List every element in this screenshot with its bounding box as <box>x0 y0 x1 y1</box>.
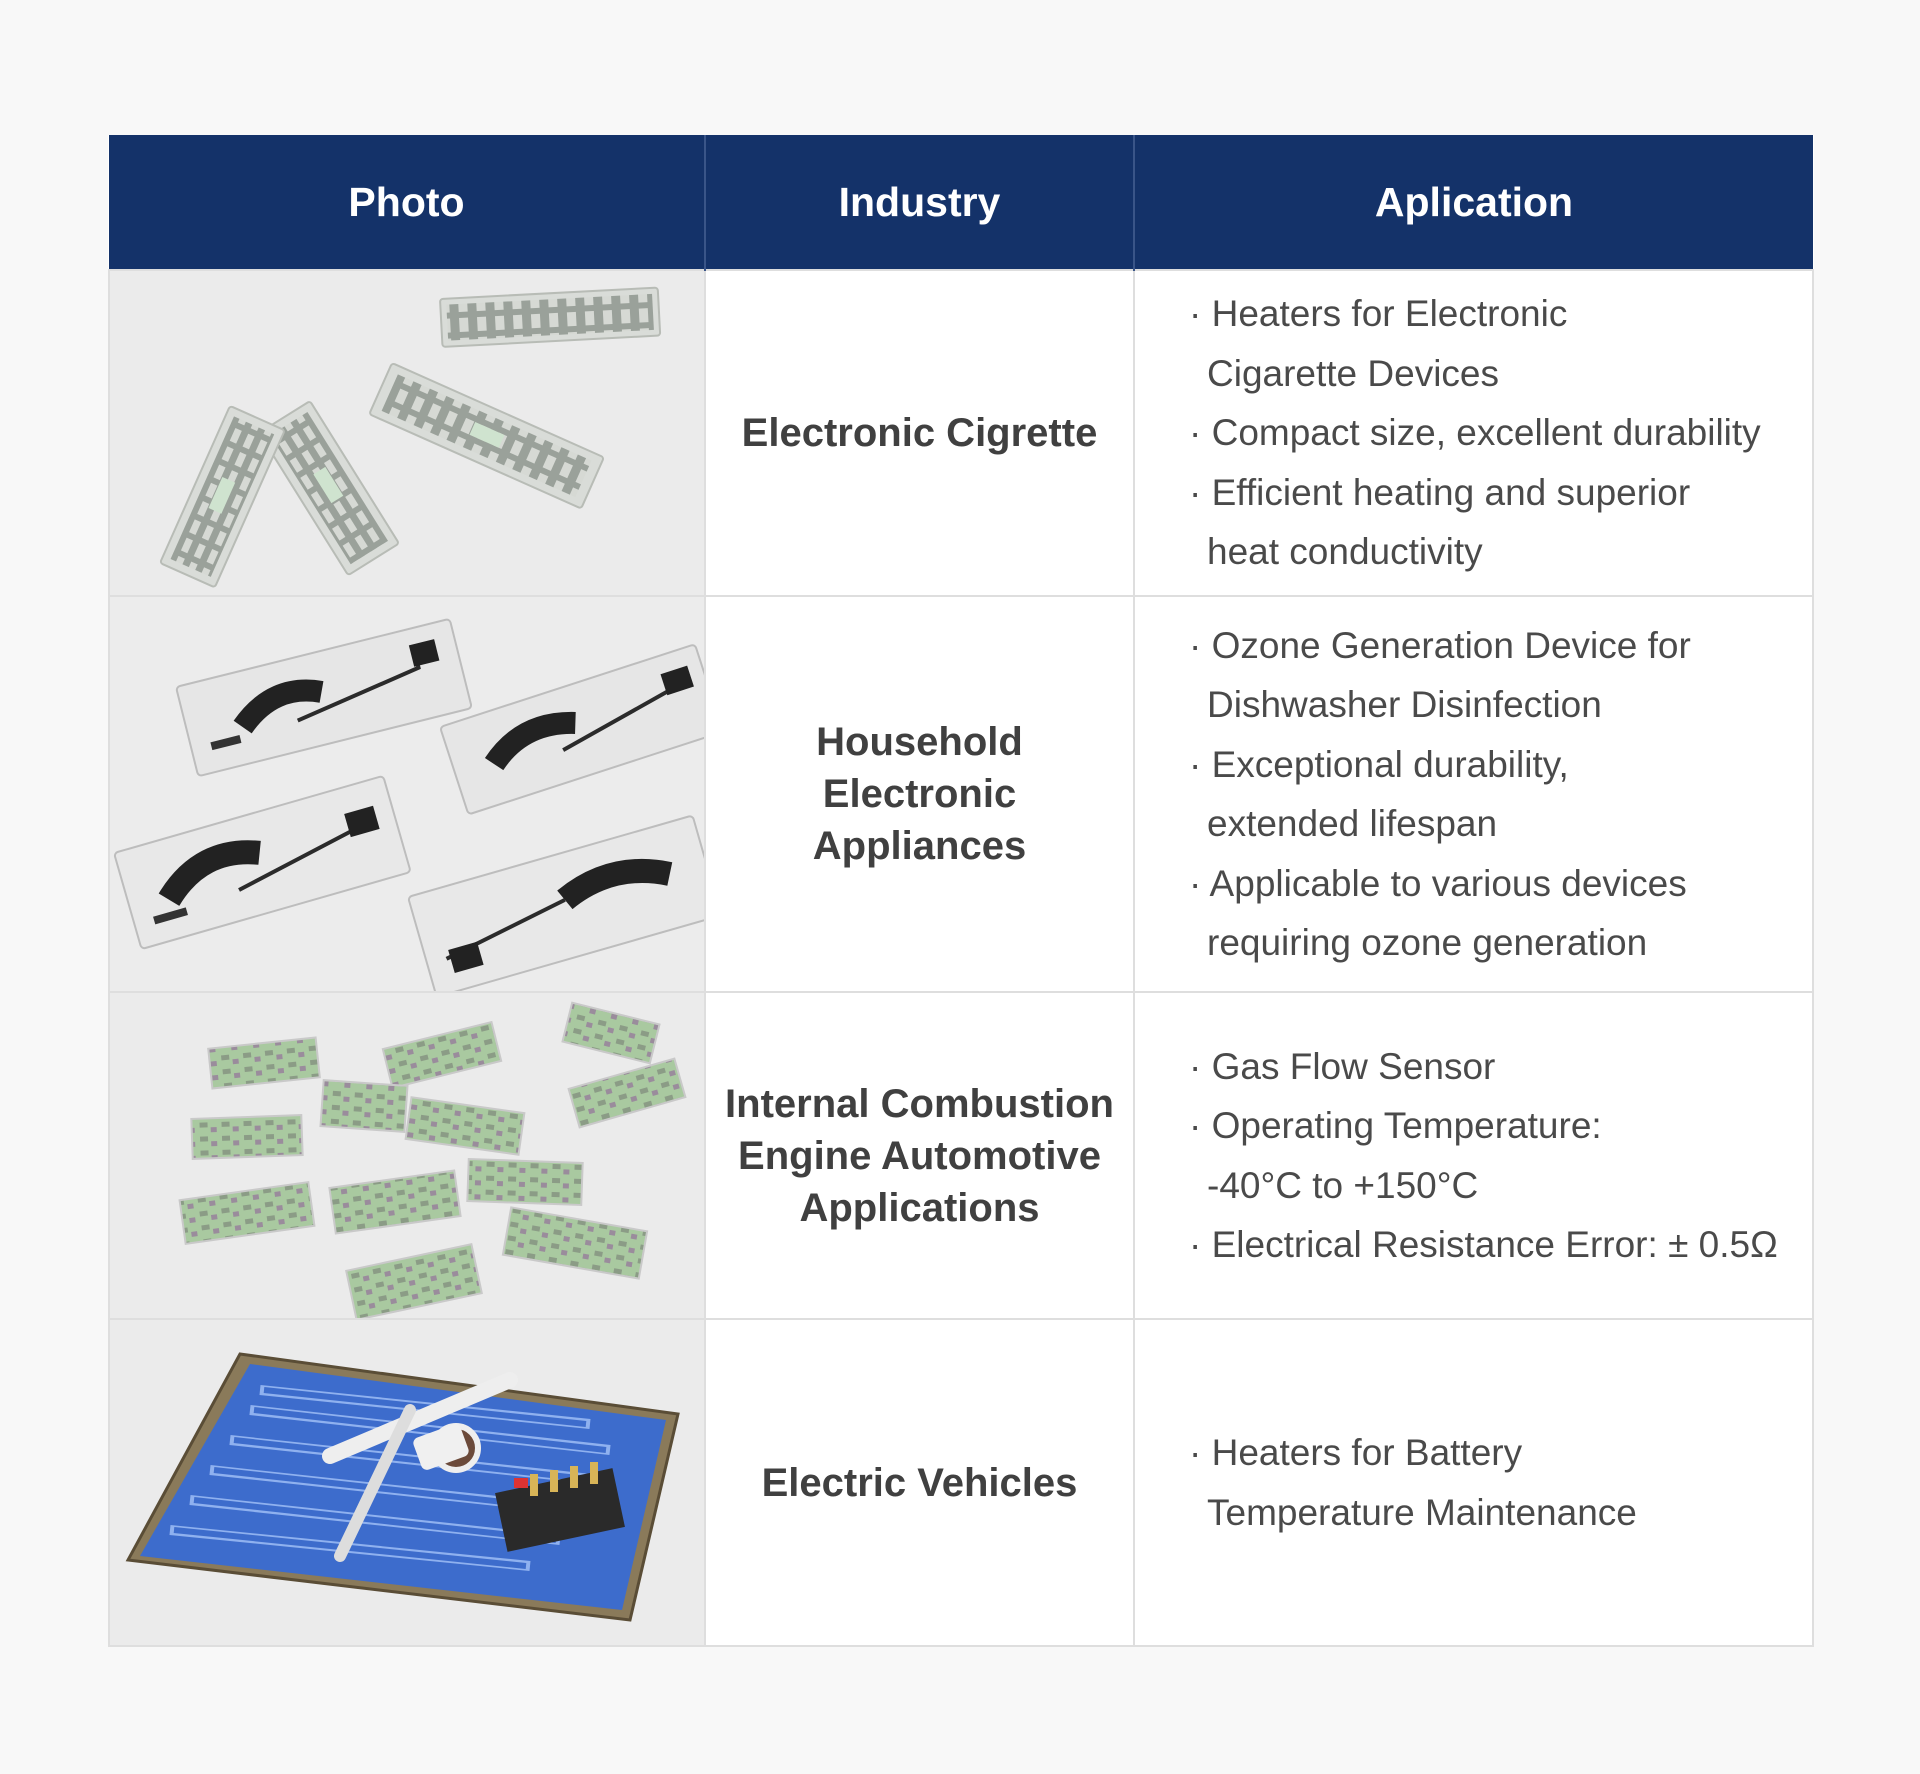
industry-cell <box>705 1319 1134 1646</box>
industry-label: Engine Automotive <box>738 1133 1101 1178</box>
application-item <box>1189 735 1792 854</box>
table-row <box>109 1319 1813 1646</box>
application-text: extended lifespan <box>1207 803 1498 844</box>
application-item <box>1189 1037 1792 1097</box>
application-text: · Applicable to various devices <box>1189 862 1687 904</box>
industry-label: Electric Vehicles <box>761 1460 1078 1505</box>
photo-cell <box>109 270 705 596</box>
table-row <box>109 270 1813 596</box>
battery-heater-plate-image <box>110 1320 705 1645</box>
application-text: · Electrical Resistance Error: ± 0.5Ω <box>1189 1224 1778 1265</box>
industry-label: Electronic Cigrette <box>741 411 1098 455</box>
application-text: heat conductivity <box>1207 531 1483 573</box>
table-row <box>109 992 1813 1319</box>
industry-label: Electronic <box>822 772 1017 816</box>
header-photo: Photo <box>109 135 705 270</box>
table-body <box>109 270 1813 1646</box>
ceramic-heater-strips-image <box>110 271 705 595</box>
applications-table <box>108 135 1814 1647</box>
application-text: · Compact size, excellent durability <box>1189 412 1761 454</box>
industry-cell <box>705 992 1134 1319</box>
application-text: · Gas Flow Sensor <box>1189 1045 1496 1087</box>
application-text: Temperature Maintenance <box>1207 1491 1637 1533</box>
application-list <box>1189 1423 1792 1542</box>
application-cell <box>1134 1319 1813 1646</box>
header-industry: Industry <box>705 135 1134 270</box>
application-cell <box>1134 270 1813 596</box>
application-text: · Heaters for Battery <box>1189 1432 1523 1473</box>
application-list <box>1189 616 1792 973</box>
ozone-generator-plates-image <box>110 597 705 991</box>
application-item <box>1189 403 1792 463</box>
application-text: requiring ozone generation <box>1207 922 1648 963</box>
industry-label: Applications <box>799 1185 1040 1230</box>
industry-label: Appliances <box>812 824 1027 868</box>
application-text: Cigarette Devices <box>1207 352 1500 394</box>
header-application: Aplication <box>1134 135 1813 270</box>
application-list <box>1189 284 1792 582</box>
applications-table-container <box>108 135 1812 1647</box>
application-item <box>1189 1423 1792 1542</box>
photo-cell <box>109 1319 705 1646</box>
application-item <box>1189 463 1792 582</box>
application-text: Dishwasher Disinfection <box>1207 684 1602 725</box>
industry-label: Internal Combustion <box>725 1081 1114 1126</box>
application-list <box>1189 1037 1792 1275</box>
application-item <box>1189 1096 1792 1215</box>
gas-flow-sensor-chips-image <box>110 993 705 1318</box>
application-item <box>1189 616 1792 735</box>
application-text: · Heaters for Electronic <box>1189 293 1568 335</box>
application-text: -40°C to +150°C <box>1207 1164 1479 1206</box>
application-text: · Ozone Generation Device for <box>1189 624 1691 666</box>
application-text: · Exceptional durability, <box>1189 743 1569 785</box>
application-cell <box>1134 596 1813 992</box>
photo-cell <box>109 992 705 1319</box>
application-item <box>1189 284 1792 403</box>
application-cell <box>1134 992 1813 1319</box>
industry-label: Household <box>816 720 1023 764</box>
application-item <box>1189 1215 1792 1275</box>
photo-cell <box>109 596 705 992</box>
table-header <box>109 135 1813 270</box>
industry-cell <box>705 270 1134 596</box>
table-row <box>109 596 1813 992</box>
application-item <box>1189 854 1792 973</box>
application-text: · Operating Temperature: <box>1189 1105 1602 1146</box>
header-row <box>109 135 1813 270</box>
industry-cell <box>705 596 1134 992</box>
application-text: · Efficient heating and superior <box>1189 471 1691 513</box>
